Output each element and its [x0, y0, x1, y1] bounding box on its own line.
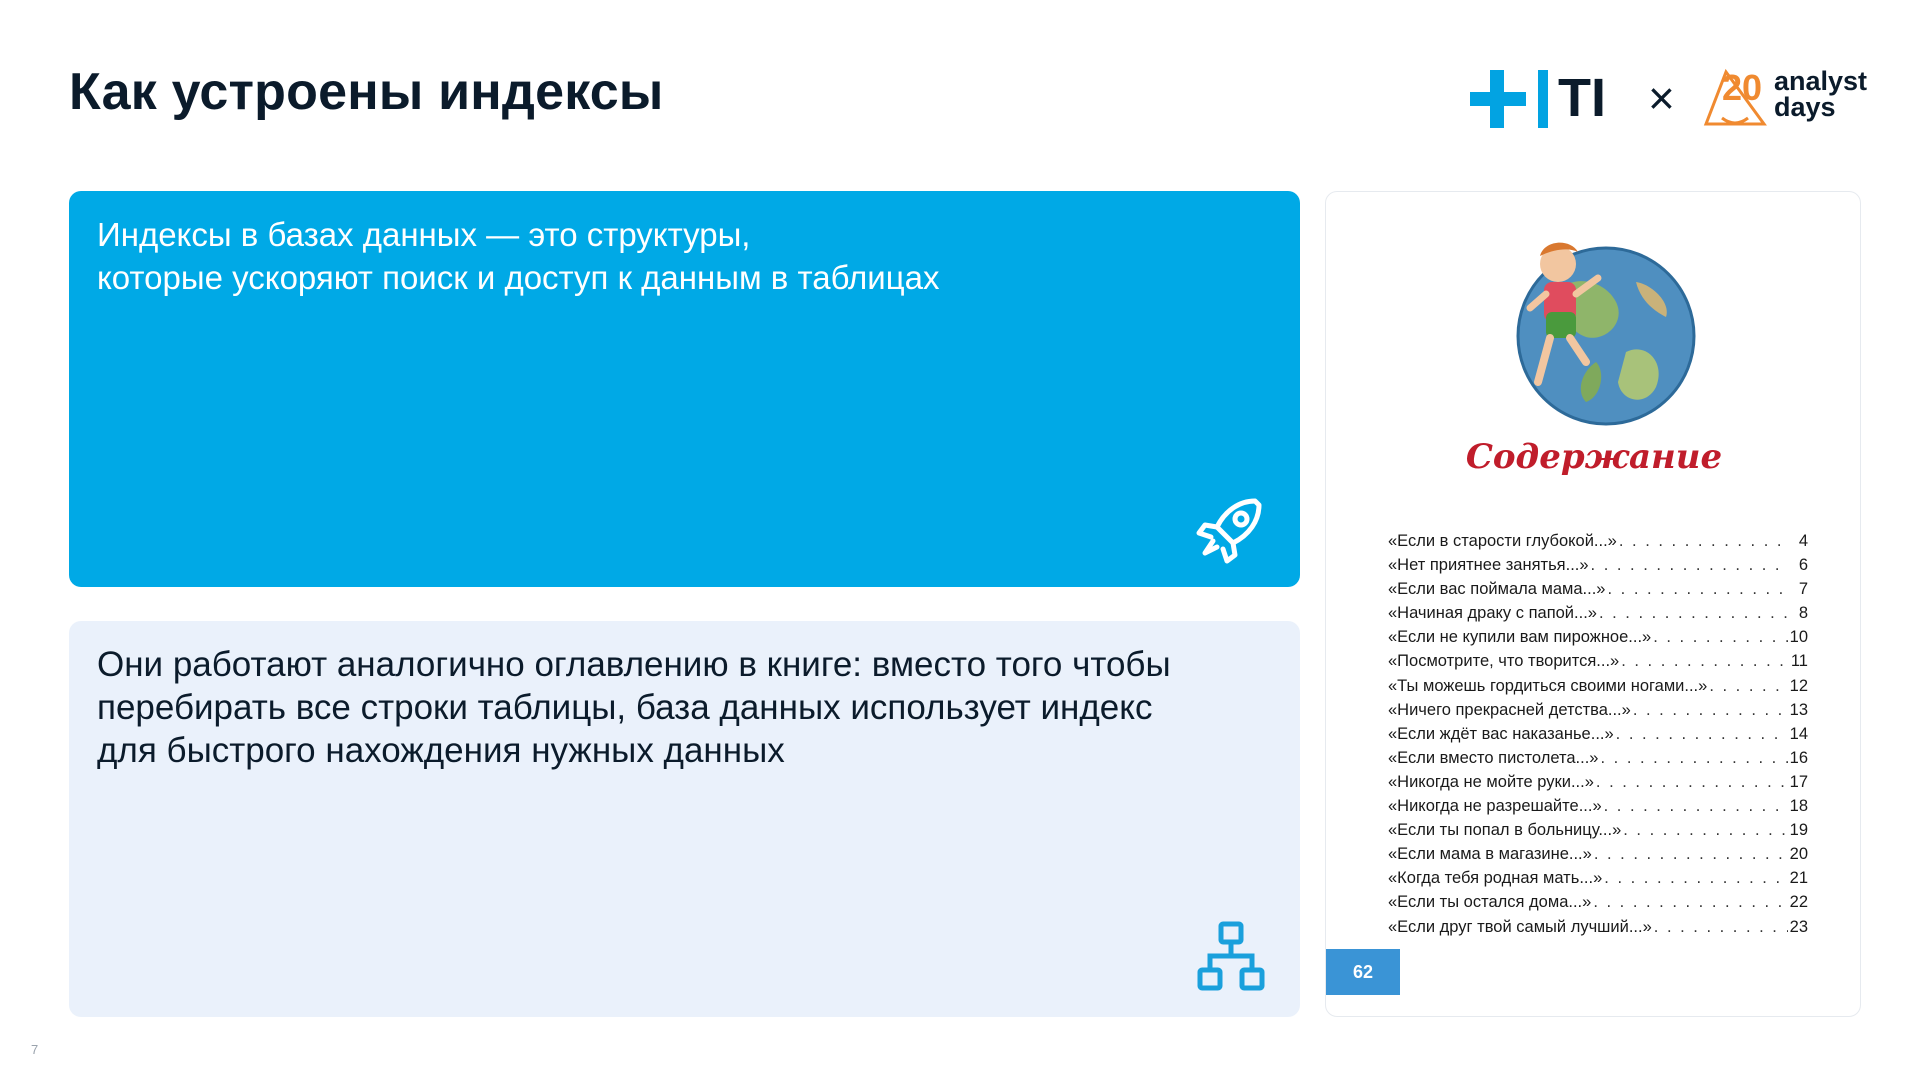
logo-bar: [1538, 70, 1548, 128]
logo-ti-text: TI: [1558, 68, 1606, 128]
toc-entry-page: 10: [1789, 628, 1808, 647]
toc-entry-title: «Если друг твой самый лучший...»: [1388, 917, 1652, 936]
book-page-number: 62: [1326, 949, 1400, 995]
toc-entry: [1388, 577, 1808, 601]
brand-logo: [1470, 66, 1880, 130]
toc-entry: [1388, 915, 1808, 939]
toc-entry: [1388, 866, 1808, 890]
toc-entry: [1388, 601, 1808, 625]
toc-entry-title: «Нет приятнее занятья...»: [1388, 556, 1589, 575]
toc-entry-page: 6: [1798, 556, 1808, 575]
toc-entry: [1388, 722, 1808, 746]
analogy-line: перебирать все строки таблицы, база данных использует индекс: [97, 688, 1153, 727]
toc-entry-title: «Если не купили вам пирожное...»: [1388, 628, 1652, 647]
toc-entry-page: 21: [1789, 869, 1808, 888]
logo-20-number: 20: [1722, 67, 1763, 108]
toc-entry-title: «Начиная драку с папой...»: [1388, 604, 1597, 623]
toc-entry-page: 7: [1798, 580, 1808, 599]
toc-entry-page: 14: [1789, 724, 1808, 743]
toc-leader-dots: [1591, 553, 1788, 577]
toc-leader-dots: [1653, 625, 1787, 649]
toc-leader-dots: [1604, 794, 1788, 818]
toc-entry-page: 17: [1789, 772, 1808, 791]
logo-word: [1774, 68, 1867, 120]
toc-leader-dots: [1619, 529, 1788, 553]
toc-leader-dots: [1607, 577, 1788, 601]
toc-entry: [1388, 770, 1808, 794]
toc-leader-dots: [1596, 770, 1788, 794]
logo-word-analyst: analyst: [1774, 66, 1868, 96]
toc-entry: [1388, 818, 1808, 842]
toc-entry: [1388, 553, 1808, 577]
definition-line: Индексы в базах данных — это структуры,: [97, 216, 751, 253]
analogy-text: [97, 643, 1267, 772]
toc-entry-page: 12: [1789, 676, 1808, 695]
toc-entry-page: 13: [1789, 700, 1808, 719]
toc-entry-page: 8: [1798, 604, 1808, 623]
toc-leader-dots: [1654, 915, 1788, 939]
book-contents-heading: Содержание: [1465, 437, 1723, 477]
toc-entry: [1388, 698, 1808, 722]
rocket-icon: [1195, 493, 1267, 565]
toc-leader-dots: [1709, 674, 1787, 698]
toc-leader-dots: [1599, 601, 1788, 625]
toc-entry: [1388, 674, 1808, 698]
toc-entry-title: «Ничего прекрасней детства...»: [1388, 700, 1631, 719]
toc-entry: [1388, 842, 1808, 866]
toc-entry-title: «Если ты остался дома...»: [1388, 893, 1592, 912]
toc-entry-title: «Никогда не мойте руки...»: [1388, 772, 1594, 791]
toc-leader-dots: [1594, 842, 1788, 866]
definition-text: [97, 213, 1257, 299]
table-of-contents: [1388, 529, 1808, 939]
toc-leader-dots: [1600, 746, 1787, 770]
toc-entry-title: «Если мама в магазине...»: [1388, 845, 1592, 864]
toc-entry-title: «Посмотрите, что творится...»: [1388, 652, 1620, 671]
toc-entry-page: 11: [1790, 652, 1808, 671]
toc-leader-dots: [1633, 698, 1788, 722]
toc-entry-title: «Если вас поймала мама...»: [1388, 580, 1606, 599]
toc-entry-title: «Если в старости глубокой...»: [1388, 532, 1617, 550]
toc-entry-page: 23: [1789, 917, 1808, 936]
toc-entry-page: 22: [1789, 893, 1808, 912]
analogy-line: для быстрого нахождения нужных данных: [97, 731, 785, 770]
toc-entry: [1388, 529, 1808, 553]
analogy-line: Они работают аналогично оглавлению в книге: вместо того чтобы: [97, 645, 1171, 684]
analogy-card: [69, 621, 1300, 1017]
book-contents-page: [1325, 191, 1861, 1017]
toc-leader-dots: [1593, 890, 1787, 914]
toc-entry-title: «Если ждёт вас наказанье...»: [1388, 724, 1614, 743]
toc-entry-page: 20: [1789, 845, 1808, 864]
toc-entry: [1388, 794, 1808, 818]
toc-entry-page: 4: [1798, 532, 1808, 550]
toc-entry: [1388, 890, 1808, 914]
toc-leader-dots: [1621, 649, 1788, 673]
toc-entry-title: «Когда тебя родная мать...»: [1388, 869, 1603, 888]
hierarchy-icon: [1197, 921, 1265, 991]
toc-entry: [1388, 649, 1808, 673]
toc-leader-dots: [1616, 722, 1788, 746]
page-title: Как устроены индексы: [69, 63, 664, 121]
definition-card: [69, 191, 1300, 587]
toc-entry: [1388, 625, 1808, 649]
toc-entry-page: 16: [1789, 748, 1808, 767]
toc-leader-dots: [1623, 818, 1787, 842]
logo-times-sign: ×: [1648, 72, 1675, 124]
toc-entry-page: 18: [1789, 797, 1808, 816]
globe-boy-illustration-icon: [1486, 212, 1706, 432]
toc-entry-title: «Ты можешь гордиться своими ногами...»: [1388, 676, 1708, 695]
toc-entry-title: «Никогда не разрешайте...»: [1388, 797, 1602, 816]
logo-plus-horizontal: [1470, 92, 1526, 106]
definition-line: которые ускоряют поиск и доступ к данным в таблицах: [97, 259, 940, 296]
toc-entry-title: «Если ты попал в больницу...»: [1388, 821, 1622, 840]
toc-entry: [1388, 746, 1808, 770]
toc-entry-title: «Если вместо пистолета...»: [1388, 748, 1599, 767]
logo-word-days: days: [1774, 92, 1836, 122]
toc-entry-page: 19: [1789, 821, 1808, 840]
slide-number: 7: [31, 1042, 39, 1057]
toc-leader-dots: [1604, 866, 1787, 890]
